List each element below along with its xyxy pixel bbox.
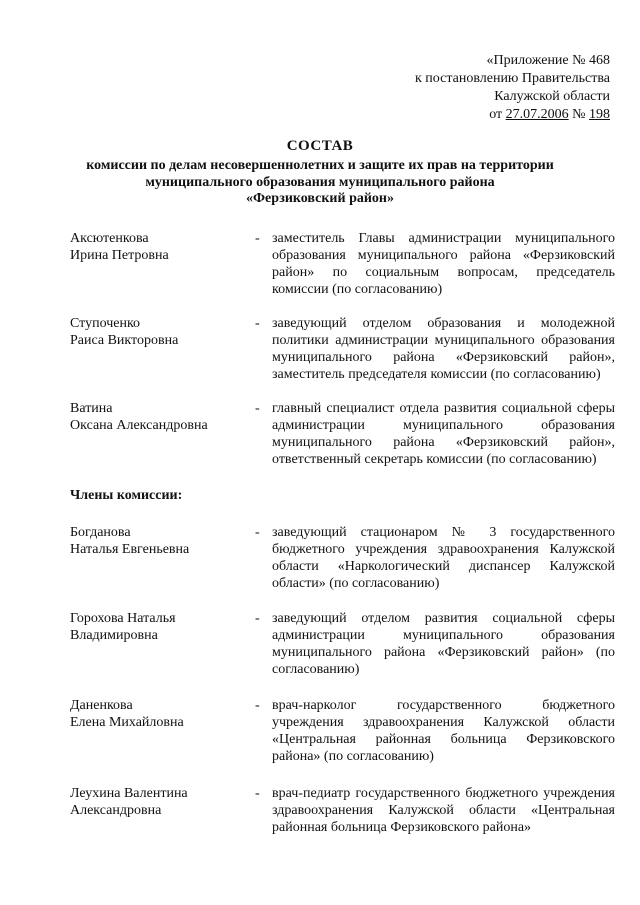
person-name: [70, 785, 250, 819]
person-name: [70, 315, 250, 349]
dash-separator: -: [255, 401, 260, 416]
person-given-name: Александровна: [70, 803, 162, 818]
person-surname: Леухина Валентина: [70, 786, 188, 801]
person-name: [70, 400, 250, 434]
dash-separator: -: [255, 525, 260, 540]
title-line-3: «Ферзиковский район»: [246, 191, 394, 206]
person-surname: Даненкова: [70, 698, 133, 713]
appendix-number-sign: №: [568, 107, 589, 122]
appendix-number: 198: [589, 107, 610, 122]
appendix-line-1: «Приложение № 468: [486, 53, 610, 68]
person-name: [70, 610, 250, 644]
person-role: заместитель Главы администрации муниципального образования муниципального района «Ферзиковский район» по социальным вопросам, председатель комиссии (по согласованию): [272, 231, 615, 297]
person-surname: Богданова: [70, 525, 131, 540]
appendix-line-2: к постановлению Правительства: [414, 71, 610, 86]
person-given-name: Оксана Александровна: [70, 418, 208, 433]
person-surname: Горохова Наталья: [70, 611, 176, 626]
appendix-header: [290, 52, 610, 124]
person-surname: Ступоченко: [70, 316, 141, 331]
person-name: [70, 230, 250, 264]
document-title: [0, 138, 640, 208]
dash-separator: -: [255, 698, 260, 713]
person-given-name: Наталья Евгеньевна: [70, 542, 190, 557]
dash-separator: -: [255, 231, 260, 246]
person-role: врач-нарколог государственного бюджетного учреждения здравоохранения Калужской области «Центральная районная больница Ферзиковского района» (по согласованию): [272, 698, 615, 764]
title-heading: СОСТАВ: [286, 138, 354, 154]
person-role: заведующий отделом образования и молодежной политики администрации муниципального образования муниципального района «Ферзиковский район», заместитель председателя комиссии (по согласованию): [272, 316, 615, 382]
title-line-1: комиссии по делам несовершеннолетних и защите их прав на территории: [86, 158, 554, 173]
person-role: главный специалист отдела развития социальной сферы администрации муниципального образования муниципального района «Ферзиковский район», ответственный секретарь комиссии (по согласованию): [272, 401, 615, 467]
person-given-name: Елена Михайловна: [70, 715, 184, 730]
person-given-name: Раиса Викторовна: [70, 333, 179, 348]
person-role: заведующий отделом развития социальной сферы администрации муниципального образования муниципального района «Ферзиковский район» (по согласованию): [272, 611, 615, 677]
appendix-line-4: [290, 106, 610, 124]
person-given-name: Владимировна: [70, 628, 158, 643]
person-name: [70, 524, 250, 558]
dash-separator: -: [255, 611, 260, 626]
person-surname: Аксютенкова: [70, 231, 149, 246]
appendix-date: 27.07.2006: [505, 107, 569, 122]
members-heading: Члены комиссии:: [70, 488, 183, 503]
person-name: [70, 697, 250, 731]
dash-separator: -: [255, 316, 260, 331]
person-role: врач-педиатр государственного бюджетного учреждения здравоохранения Калужской области «Центральная районная больница Ферзиковского района»: [272, 786, 615, 835]
person-surname: Ватина: [70, 401, 113, 416]
appendix-line-3: Калужской области: [494, 89, 610, 104]
person-given-name: Ирина Петровна: [70, 248, 169, 263]
person-role: заведующий стационаром № 3 государственного бюджетного учреждения здравоохранения Калужской области «Наркологический диспансер Калужской области» (по согласованию): [272, 525, 615, 591]
dash-separator: -: [255, 786, 260, 801]
appendix-date-prefix: от: [489, 107, 506, 122]
title-line-2: муниципального образования муниципального района: [145, 174, 495, 190]
